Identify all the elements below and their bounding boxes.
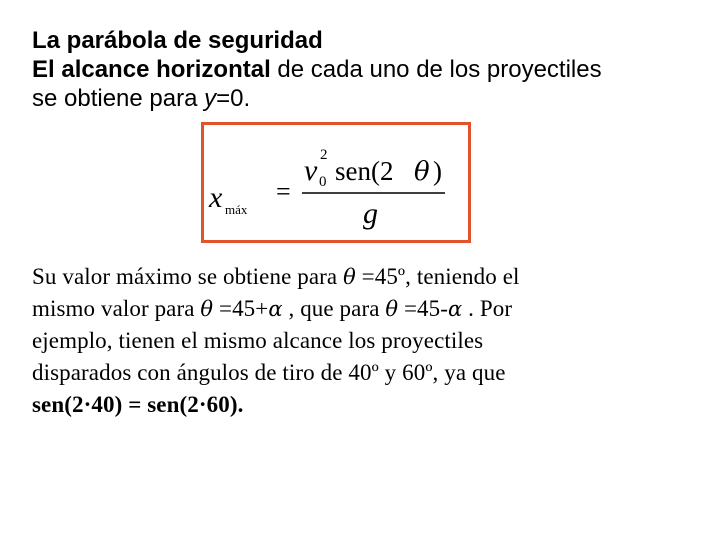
alpha-symbol: α <box>268 297 283 321</box>
formula-num-sen: sen(2 <box>335 156 394 186</box>
heading-line-3-pre: se obtiene para <box>32 85 205 112</box>
variable-y: y <box>204 85 217 112</box>
formula-lhs-subscript: máx <box>225 202 248 217</box>
term-alcance-horizontal: El alcance horizontal <box>32 56 271 83</box>
heading-title: La parábola de seguridad <box>32 27 323 54</box>
theta-symbol: θ <box>343 265 356 289</box>
alpha-symbol: α <box>448 297 463 321</box>
formula-num-v: v <box>304 154 318 187</box>
body-line-1-a: Su valor máximo se obtiene para <box>32 264 344 289</box>
formula-svg <box>204 125 468 240</box>
heading-line-2 <box>32 56 602 83</box>
body-line-2 <box>32 293 692 325</box>
formula-equals: = <box>276 177 291 206</box>
formula-box <box>201 122 471 243</box>
heading-line-2-rest: de cada uno de los proyectiles <box>270 56 602 83</box>
body-line-4: disparados con ángulos de tiro de 40º y 60º, ya que <box>32 360 506 385</box>
formula-num-subscript: 0 <box>319 174 327 190</box>
body-line-1 <box>32 261 692 293</box>
body-line-2-a: mismo valor para <box>32 296 201 321</box>
body-line-3: ejemplo, tienen el mismo alcance los proyectiles <box>32 328 484 353</box>
formula-den-g: g <box>363 197 378 230</box>
body-line-2-c: , que para <box>282 296 386 321</box>
theta-symbol: θ <box>385 297 399 321</box>
theta-symbol: θ <box>200 297 214 321</box>
heading-block <box>32 26 712 113</box>
body-line-1-b: =45º, teniendo el <box>355 264 520 289</box>
formula-num-superscript: 2 <box>320 147 328 163</box>
body-line-2-e: . Por <box>462 296 513 321</box>
formula-num-close: ) <box>433 156 442 186</box>
formula-num-theta: θ <box>414 157 430 187</box>
heading-line-3 <box>32 85 250 112</box>
body-line-5: sen(2·40) = sen(2·60). <box>32 392 244 417</box>
formula-lhs-x: x <box>209 181 223 214</box>
body-line-2-b: =45+ <box>213 296 269 321</box>
body-paragraph <box>32 261 692 421</box>
body-line-2-d: =45- <box>398 296 449 321</box>
heading-line-3-post: =0. <box>216 85 251 112</box>
